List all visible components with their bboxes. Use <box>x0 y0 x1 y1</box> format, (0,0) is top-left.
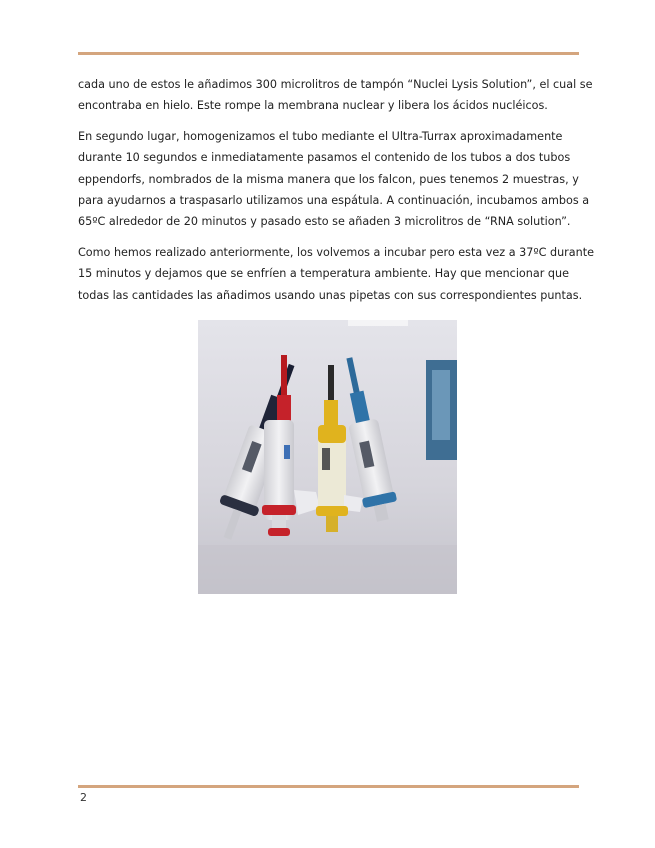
paragraph-3 <box>78 242 595 306</box>
text-line: para ayudarnos a traspasarlo utilizamos una espátula. A continuación, incubamos ambos a <box>78 193 590 207</box>
paragraph-1 <box>78 74 593 117</box>
text-line: durante 10 segundos e inmediatamente pasamos el contenido de los tubos a dos tubos <box>78 151 571 165</box>
text-line: todas las cantidades las añadimos usando unas pipetas con sus correspondientes puntas. <box>78 288 583 302</box>
text-line: eppendorfs, nombrados de la misma manera que los falcon, pues tenemos 2 muestras, y <box>78 172 579 186</box>
page-number: 2 <box>80 791 87 804</box>
text-line: cada uno de estos le añadimos 300 microlitros de tampón “Nuclei Lysis Solution”, el cual se <box>78 78 593 91</box>
footer-rule <box>78 785 579 788</box>
pipettes-photo <box>198 320 457 594</box>
header-rule <box>78 52 579 55</box>
text-line: encontraba en hielo. Este rompe la membrana nuclear y libera los ácidos nucléicos. <box>78 99 548 113</box>
text-line: Como hemos realizado anteriormente, los volvemos a incubar pero esta vez a 37ºC durante <box>78 246 595 259</box>
text-line: 15 minutos y dejamos que se enfríen a temperatura ambiente. Hay que mencionar que <box>78 267 569 281</box>
paragraph-2 <box>78 126 590 232</box>
text-line: 65ºC alrededor de 20 minutos y pasado esto se añaden 3 microlitros de “RNA solution”. <box>78 215 571 229</box>
text-line: En segundo lugar, homogenizamos el tubo mediante el Ultra-Turrax aproximadamente <box>78 130 563 143</box>
